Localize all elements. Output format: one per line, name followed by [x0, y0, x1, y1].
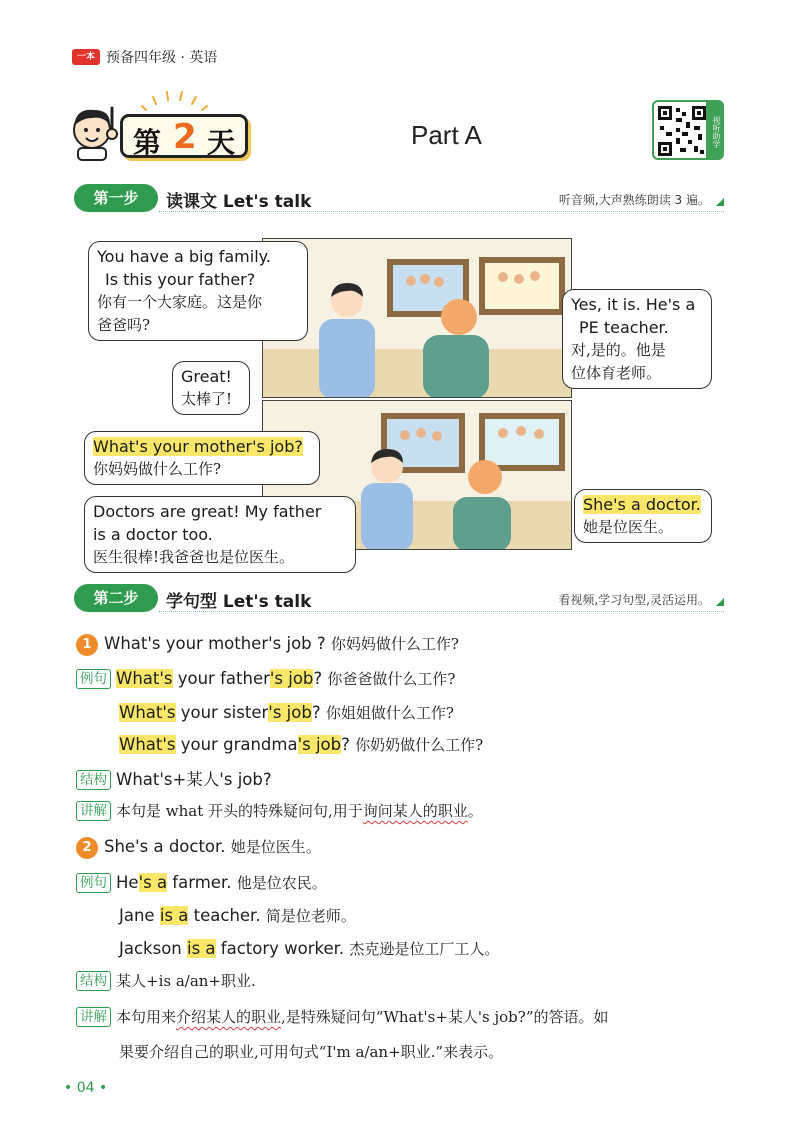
bubble-doctors-en1: Doctors are great! My father [93, 502, 322, 521]
pattern1-en: What's your mother's job ? [104, 634, 331, 653]
boy-mascot-icon [66, 100, 124, 162]
bubble-doctors-cn: 医生很棒!我爸爸也是位医生。 [93, 548, 295, 566]
qr-code-icon [658, 106, 706, 156]
ex-cn: 你爸爸做什么工作? [327, 670, 456, 688]
bubble-pe-en2: PE teacher. [579, 318, 669, 337]
bubble-family-cn2: 爸爸吗? [97, 316, 151, 334]
dotted-divider [158, 610, 724, 612]
bubble-doctors-great [84, 496, 356, 573]
number-badge-1: 1 [76, 634, 98, 656]
bubble-family-cn1: 你有一个大家庭。这是你 [97, 293, 263, 311]
dotted-divider [158, 210, 724, 212]
day-badge [120, 114, 248, 158]
pattern1-example3 [119, 734, 483, 755]
day-suffix: 天 [207, 126, 236, 159]
step1-hint: 听音频,大声熟练朗读 3 遍。 [558, 193, 710, 207]
explain-text: 果要介绍自己的职业,可用句式“I'm a/an+职业.”来表示。 [119, 1043, 504, 1061]
ex-text: teacher. [188, 906, 266, 925]
bubble-mother-en: What's your mother's job? [93, 437, 303, 456]
qr-code[interactable] [652, 100, 724, 160]
bubble-family-en1: You have a big family. [97, 247, 271, 266]
bubble-mother-cn: 你妈妈做什么工作? [93, 460, 222, 478]
pattern1-sentence [76, 633, 459, 656]
pattern2-example3 [119, 938, 499, 959]
pattern1-structure [76, 766, 272, 790]
pattern2-structure [76, 970, 256, 991]
bubble-pe-teacher [562, 289, 712, 389]
structure-tag: 结构 [76, 770, 111, 790]
bubble-mother-job [84, 431, 320, 485]
ex-text: farmer. [167, 873, 237, 892]
ex-text: your grandma [175, 735, 298, 754]
step1-pill: 第一步 [74, 184, 158, 212]
bubble-great-en: Great! [181, 367, 232, 386]
ex-text: your sister [175, 703, 269, 722]
explain-tag: 讲解 [76, 1007, 111, 1027]
ex-cn: 简是位老师。 [265, 907, 356, 925]
qr-label: 视听助学 [706, 102, 722, 158]
part-title: Part A [411, 120, 482, 150]
ex-hl: What's [119, 735, 176, 754]
number-badge-2: 2 [76, 837, 98, 859]
ex-text: Jane [119, 906, 160, 925]
bubble-pe-cn1: 对,是的。他是 [571, 341, 666, 359]
ex-text: He [116, 873, 139, 892]
step2-pill: 第二步 [74, 584, 158, 612]
page-number-text: 04 [76, 1080, 95, 1096]
step1-title: 读课文 Let's talk [166, 192, 312, 212]
pattern1-cn: 你妈妈做什么工作? [330, 635, 459, 653]
pattern2-en: She's a doctor. [104, 837, 231, 856]
explain-tag: 讲解 [76, 801, 111, 821]
pattern2-explanation-cont [119, 1041, 503, 1062]
step2-hint: 看视频,学习句型,灵活运用。 [558, 593, 710, 607]
ex-text: ? [311, 703, 326, 722]
pattern2-cn: 她是位医生。 [230, 838, 321, 856]
ex-hl: 's job [297, 735, 342, 754]
step1-bar [74, 184, 724, 212]
step2-title: 学句型 Let's talk [166, 592, 312, 612]
sun-rays-icon [140, 84, 210, 114]
bubble-doctor-cn: 她是位医生。 [583, 518, 674, 536]
explain-text: 本句是 what 开头的特殊疑问句,用于 [116, 802, 363, 820]
pattern2-example1 [76, 872, 327, 893]
pattern1-explanation [76, 800, 483, 821]
structure-text: What's+某人's job? [116, 770, 272, 789]
page-number: • 04 • [64, 1080, 108, 1096]
pattern2-example2 [119, 905, 356, 926]
ex-hl: 's a [138, 873, 168, 892]
ex-text: factory worker. [215, 939, 350, 958]
bubble-doctors-en2: is a doctor too. [93, 525, 213, 544]
explain-text: 本句用来 [116, 1008, 177, 1026]
corner-triangle-icon [716, 598, 724, 606]
ex-cn: 他是位农民。 [236, 874, 327, 892]
bubble-family-en2: Is this your father? [105, 270, 256, 289]
bubble-family [88, 241, 308, 341]
day-prefix: 第 [133, 126, 162, 159]
bubble-doctor-en: She's a doctor. [583, 495, 701, 514]
bubble-pe-cn2: 位体育老师。 [571, 364, 662, 382]
ex-hl: 's job [268, 703, 312, 722]
corner-triangle-icon [716, 198, 724, 206]
ex-text: ? [313, 669, 328, 688]
ex-hl: 's job [269, 669, 314, 688]
ex-cn: 你姐姐做什么工作? [325, 704, 454, 722]
example-tag: 例句 [76, 669, 111, 689]
explain-underlined: 介绍某人的职业 [176, 1008, 282, 1026]
running-header: 预备四年级 · 英语 [106, 50, 218, 66]
ex-hl: is a [187, 939, 216, 958]
structure-tag: 结构 [76, 971, 111, 991]
pattern2-sentence [76, 836, 321, 859]
ex-cn: 你奶奶做什么工作? [355, 736, 484, 754]
comic-panel-1 [262, 238, 572, 398]
ex-cn: 杰克逊是位工厂工人。 [349, 940, 500, 958]
pattern2-explanation [76, 1006, 609, 1027]
explain-text: ,是特殊疑问句“What's+某人's job?”的答语。如 [281, 1008, 609, 1026]
series-logo: 一本 [72, 49, 100, 65]
explain-underlined: 询问某人的职业 [362, 802, 468, 820]
bubble-great-cn: 太棒了! [181, 390, 233, 408]
ex-text: your father [172, 669, 270, 688]
pattern1-example2 [119, 702, 454, 723]
bubble-doctor [574, 489, 712, 543]
pattern1-example1 [76, 668, 455, 689]
day-number: 2 [173, 117, 197, 157]
bubble-pe-en1: Yes, it is. He's a [571, 295, 696, 314]
family-photo-scene [263, 239, 572, 398]
ex-text: ? [341, 735, 356, 754]
ex-hl: What's [119, 703, 176, 722]
example-tag: 例句 [76, 873, 111, 893]
ex-hl: What's [116, 669, 173, 688]
ex-text: Jackson [119, 939, 187, 958]
ex-hl: is a [159, 906, 189, 925]
structure-text: 某人+is a/an+职业. [116, 972, 256, 990]
step2-bar [74, 584, 724, 612]
explain-text: 。 [467, 802, 483, 820]
bubble-great [172, 361, 250, 415]
